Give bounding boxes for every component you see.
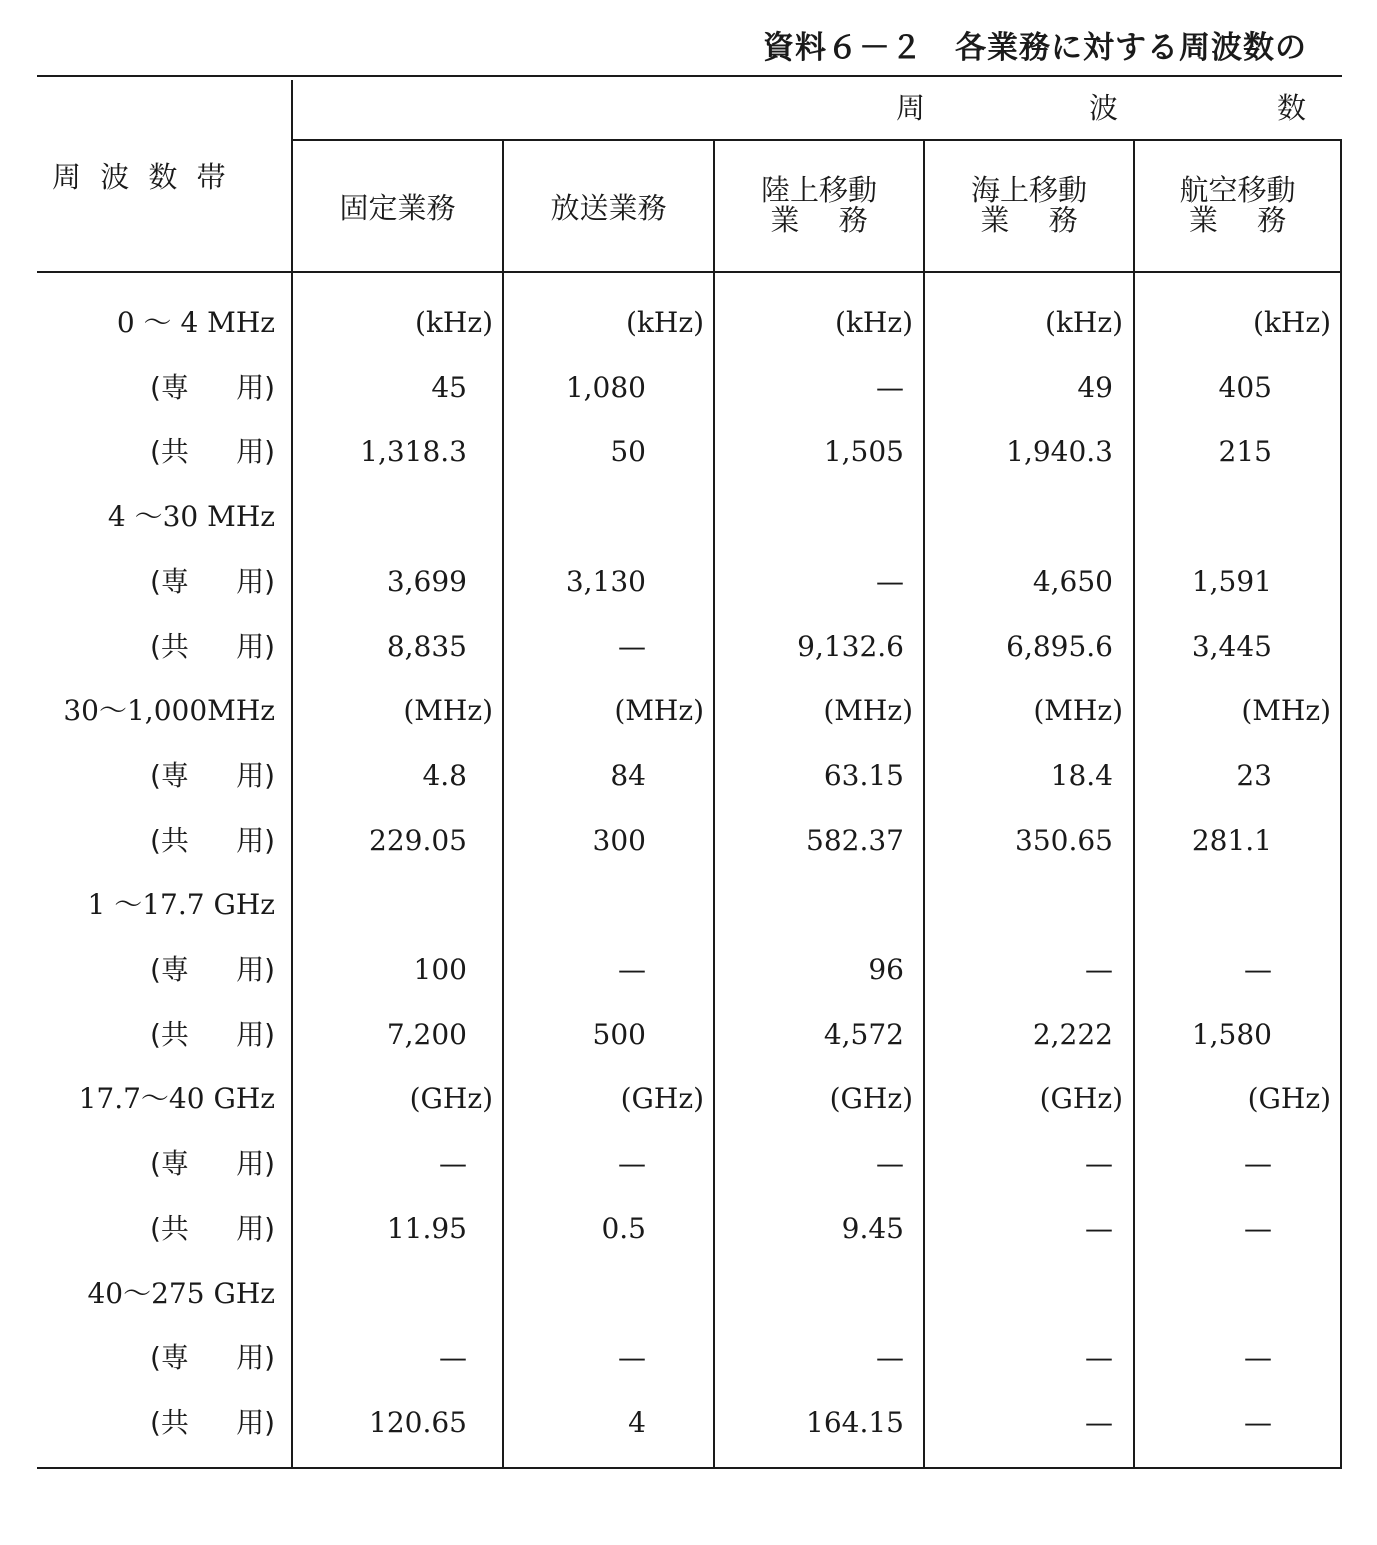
usage-label-part: (共 — [150, 1212, 189, 1245]
usage-label — [150, 1406, 275, 1439]
table-cell: 1,080 — [565, 371, 646, 404]
column-divider — [923, 141, 925, 1469]
table-cell: 500 — [592, 1018, 646, 1051]
usage-label-part: (専 — [150, 759, 189, 792]
unit-label: (MHz) — [823, 694, 913, 727]
band-label: 17.7～40 GHz — [78, 1082, 275, 1115]
usage-label-part: 用) — [236, 824, 275, 857]
usage-label-part: (共 — [150, 435, 189, 468]
table-cell: — — [1244, 1341, 1272, 1374]
table-cell: 4,650 — [1032, 565, 1113, 598]
table-cell: — — [1085, 1147, 1113, 1180]
usage-label — [150, 1147, 275, 1180]
unit-label: (kHz) — [835, 306, 913, 339]
table-cell: — — [1244, 1406, 1272, 1439]
table-cell: 84 — [610, 759, 646, 792]
table-cell: 2,222 — [1032, 1018, 1113, 1051]
table-cell: 9.45 — [841, 1212, 904, 1245]
band-header: 周 波 数 帯 — [52, 160, 226, 194]
usage-label-part: (共 — [150, 630, 189, 663]
column-divider — [1133, 141, 1135, 1469]
table-cell: — — [1085, 1212, 1113, 1245]
usage-label-part: (専 — [150, 1341, 189, 1374]
unit-label: (GHz) — [1039, 1082, 1123, 1115]
usage-label — [150, 824, 275, 857]
table-cell: 7,200 — [386, 1018, 467, 1051]
table-cell: — — [618, 953, 646, 986]
table-cell: — — [1085, 1341, 1113, 1374]
usage-label-part: 用) — [236, 759, 275, 792]
usage-label-part: 用) — [236, 565, 275, 598]
band-label: 4 ～30 MHz — [107, 500, 275, 533]
table-cell: 63.15 — [823, 759, 904, 792]
table-cell: — — [1085, 953, 1113, 986]
table-cell: 11.95 — [386, 1212, 467, 1245]
usage-label-part: 用) — [236, 953, 275, 986]
column-header — [1135, 175, 1340, 236]
usage-label-part: 用) — [236, 1406, 275, 1439]
table-cell: — — [876, 371, 904, 404]
table-cell: 23 — [1236, 759, 1272, 792]
header-group-rule — [293, 139, 1342, 141]
header-bottom-rule — [37, 271, 1342, 273]
table-cell: 281.1 — [1191, 824, 1272, 857]
unit-label: (GHz) — [620, 1082, 704, 1115]
table-cell: 3,445 — [1191, 630, 1272, 663]
usage-label-part: 用) — [236, 1212, 275, 1245]
table-cell: — — [876, 1341, 904, 1374]
usage-label-part: (専 — [150, 565, 189, 598]
usage-label-part: (専 — [150, 1147, 189, 1180]
table-bottom-rule — [37, 1467, 1342, 1469]
table-cell: — — [618, 630, 646, 663]
column-header-line: 固定業務 — [339, 191, 456, 225]
table-cell: — — [876, 1147, 904, 1180]
table-cell: 96 — [868, 953, 904, 986]
table-cell: 4.8 — [422, 759, 467, 792]
table-cell: — — [439, 1147, 467, 1180]
table-cell: — — [1244, 1147, 1272, 1180]
usage-label-part: (共 — [150, 824, 189, 857]
unit-label: (MHz) — [1033, 694, 1123, 727]
column-divider — [502, 141, 504, 1469]
group-header-char: 数 — [1277, 91, 1307, 125]
usage-label — [150, 630, 275, 663]
table-cell: 582.37 — [806, 824, 904, 857]
table-cell: 1,505 — [823, 435, 904, 468]
column-header-line: 陸上移動 — [760, 173, 877, 207]
column-header-line: 業 務 — [770, 203, 868, 238]
table-cell: 229.05 — [369, 824, 467, 857]
column-header — [504, 193, 713, 223]
usage-label-part: (専 — [150, 953, 189, 986]
unit-label: (MHz) — [1241, 694, 1331, 727]
table-cell: 164.15 — [806, 1406, 904, 1439]
unit-label: (kHz) — [1253, 306, 1331, 339]
table-cell: 1,940.3 — [1006, 435, 1113, 468]
unit-label: (kHz) — [415, 306, 493, 339]
band-label: 0 ～ 4 MHz — [116, 306, 275, 339]
table-cell: — — [1244, 1212, 1272, 1245]
table-cell: 300 — [592, 824, 646, 857]
usage-label — [150, 565, 275, 598]
unit-label: (GHz) — [409, 1082, 493, 1115]
usage-label — [150, 371, 275, 404]
usage-label — [150, 1341, 275, 1374]
table-cell: 215 — [1218, 435, 1272, 468]
table-cell: 100 — [413, 953, 467, 986]
table-cell: 6,895.6 — [1006, 630, 1113, 663]
table-cell: 3,699 — [386, 565, 467, 598]
table-cell: — — [876, 565, 904, 598]
usage-label — [150, 953, 275, 986]
column-header-line: 放送業務 — [550, 191, 667, 225]
unit-label: (GHz) — [1247, 1082, 1331, 1115]
table-cell: 3,130 — [565, 565, 646, 598]
table-cell: — — [618, 1341, 646, 1374]
page-title: 資料６－２ 各業務に対する周波数の — [763, 30, 1307, 66]
table-cell: 9,132.6 — [797, 630, 904, 663]
unit-label: (MHz) — [614, 694, 704, 727]
column-header — [715, 175, 923, 236]
column-header-line: 航空移動 — [1179, 173, 1296, 207]
table-right-border — [1340, 141, 1342, 1469]
group-header-char: 周 — [896, 91, 926, 125]
column-header-line: 業 務 — [980, 203, 1078, 238]
table-cell: 350.65 — [1015, 824, 1113, 857]
table-cell: 120.65 — [369, 1406, 467, 1439]
table-cell: 8,835 — [386, 630, 467, 663]
usage-label — [150, 1018, 275, 1051]
usage-label — [150, 435, 275, 468]
usage-label-part: (専 — [150, 371, 189, 404]
column-header — [925, 175, 1133, 236]
unit-label: (kHz) — [626, 306, 704, 339]
unit-label: (MHz) — [403, 694, 493, 727]
table-cell: 4 — [628, 1406, 646, 1439]
table-cell: 18.4 — [1050, 759, 1113, 792]
table-cell: 0.5 — [601, 1212, 646, 1245]
table-cell: — — [618, 1147, 646, 1180]
table-cell: 1,318.3 — [360, 435, 467, 468]
band-label: 40～275 GHz — [87, 1277, 275, 1310]
usage-label-part: 用) — [236, 1018, 275, 1051]
column-header-line: 業 務 — [1188, 203, 1287, 238]
group-header-char: 波 — [1089, 91, 1119, 125]
table-cell: 50 — [610, 435, 646, 468]
band-label: 1 ～17.7 GHz — [87, 888, 275, 921]
usage-label-part: 用) — [236, 1147, 275, 1180]
table-cell: — — [1085, 1406, 1113, 1439]
band-column-divider — [291, 80, 293, 1469]
table-cell: — — [439, 1341, 467, 1374]
usage-label-part: 用) — [236, 1341, 275, 1374]
unit-label: (GHz) — [829, 1082, 913, 1115]
unit-label: (kHz) — [1045, 306, 1123, 339]
usage-label-part: (共 — [150, 1018, 189, 1051]
usage-label-part: 用) — [236, 630, 275, 663]
usage-label-part: (共 — [150, 1406, 189, 1439]
column-divider — [713, 141, 715, 1469]
table-cell: 4,572 — [823, 1018, 904, 1051]
table-cell: 1,580 — [1191, 1018, 1272, 1051]
table-cell: — — [1244, 953, 1272, 986]
column-header — [293, 193, 502, 223]
table-cell: 405 — [1218, 371, 1272, 404]
usage-label — [150, 759, 275, 792]
band-label: 30～1,000MHz — [63, 694, 275, 727]
table-cell: 1,591 — [1191, 565, 1272, 598]
table-top-rule — [37, 75, 1342, 77]
usage-label — [150, 1212, 275, 1245]
column-header-line: 海上移動 — [970, 173, 1087, 207]
table-cell: 49 — [1077, 371, 1113, 404]
usage-label-part: 用) — [236, 371, 275, 404]
usage-label-part: 用) — [236, 435, 275, 468]
table-cell: 45 — [431, 371, 467, 404]
